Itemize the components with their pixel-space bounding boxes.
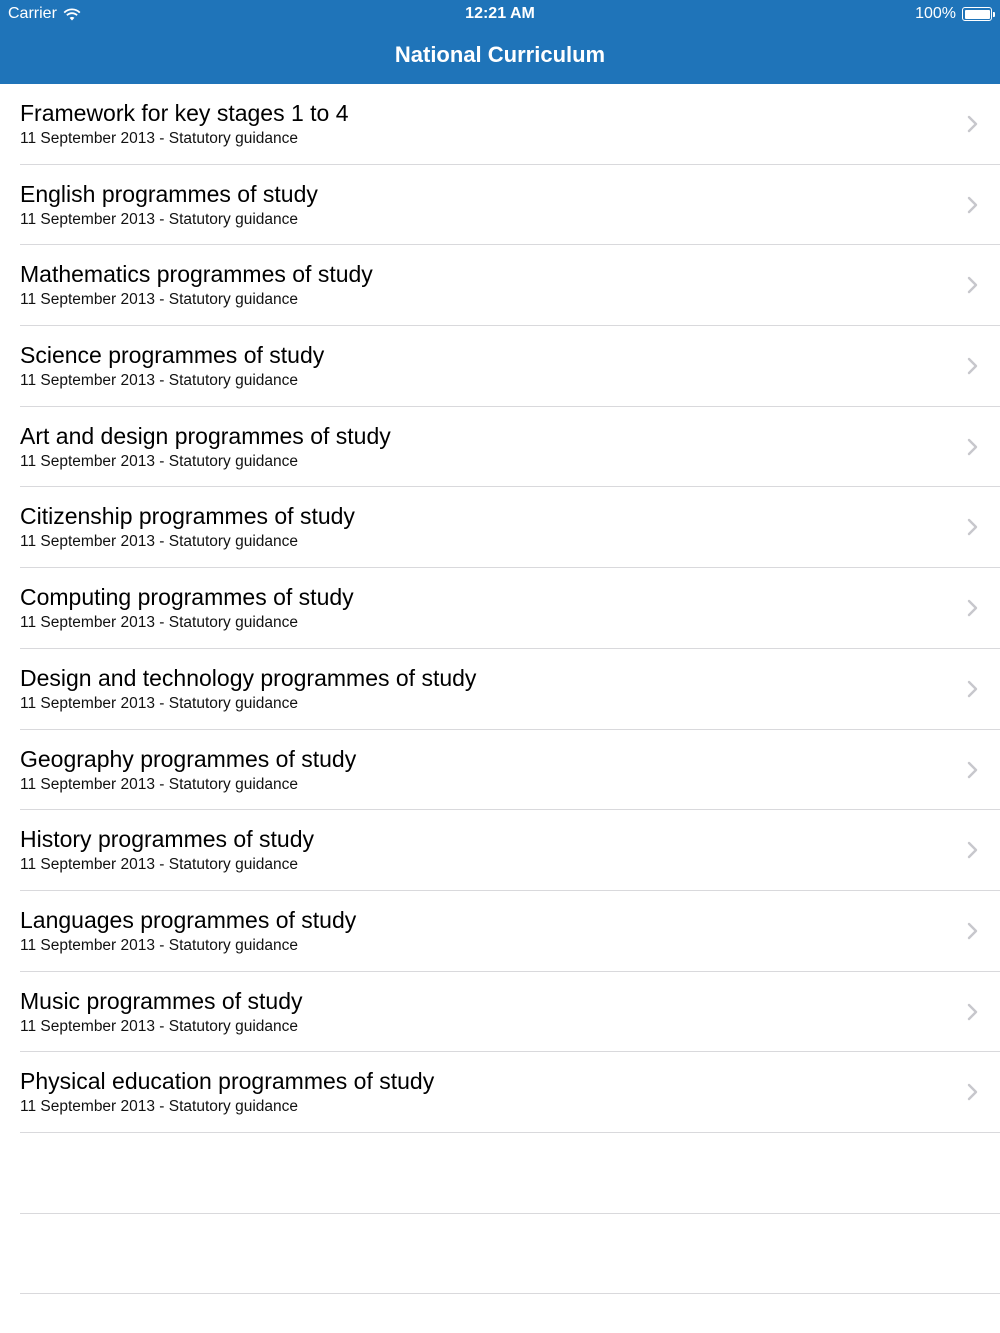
list-item-title: Languages programmes of study	[20, 906, 357, 933]
chevron-right-icon	[966, 598, 980, 618]
list-item-subtitle: 11 September 2013 - Statutory guidance	[20, 614, 299, 632]
list-item-subtitle: 11 September 2013 - Statutory guidance	[20, 210, 299, 228]
navigation-bar	[0, 0, 1000, 84]
list-item-title: Science programmes of study	[20, 342, 325, 369]
list-item[interactable]	[20, 972, 1000, 1053]
list-item-title: Design and technology programmes of study	[20, 664, 477, 691]
empty-row	[20, 1133, 1000, 1214]
chevron-right-icon	[966, 1002, 980, 1022]
list-item[interactable]	[20, 568, 1000, 649]
list-item-subtitle: 11 September 2013 - Statutory guidance	[20, 856, 299, 874]
list-item-subtitle: 11 September 2013 - Statutory guidance	[20, 694, 299, 712]
list-item[interactable]	[20, 730, 1000, 811]
chevron-right-icon	[966, 275, 980, 295]
chevron-right-icon	[966, 840, 980, 860]
battery-indicator	[915, 5, 992, 23]
list-item-title: Geography programmes of study	[20, 745, 357, 772]
list-item[interactable]	[20, 245, 1000, 326]
list-item[interactable]	[20, 165, 1000, 246]
list-item[interactable]	[20, 407, 1000, 488]
list-item[interactable]	[20, 891, 1000, 972]
chevron-right-icon	[966, 114, 980, 134]
carrier-label: Carrier	[8, 5, 57, 22]
list-item[interactable]	[20, 649, 1000, 730]
chevron-right-icon	[966, 921, 980, 941]
list-item-title: Mathematics programmes of study	[20, 261, 373, 288]
list-item[interactable]	[20, 487, 1000, 568]
list-item-subtitle: 11 September 2013 - Statutory guidance	[20, 936, 299, 954]
chevron-right-icon	[966, 1082, 980, 1102]
document-list	[0, 84, 1000, 1294]
list-item-subtitle: 11 September 2013 - Statutory guidance	[20, 775, 299, 793]
list-item-subtitle: 11 September 2013 - Statutory guidance	[20, 1017, 299, 1035]
list-item[interactable]	[20, 810, 1000, 891]
list-item-subtitle: 11 September 2013 - Statutory guidance	[20, 452, 299, 470]
list-item[interactable]	[20, 1052, 1000, 1133]
list-item[interactable]	[20, 84, 1000, 165]
battery-percent: 100%	[915, 5, 956, 22]
chevron-right-icon	[966, 356, 980, 376]
page-title: National Curriculum	[394, 42, 606, 67]
list-item[interactable]	[20, 326, 1000, 407]
list-item-title: Music programmes of study	[20, 987, 303, 1014]
chevron-right-icon	[966, 517, 980, 537]
chevron-right-icon	[966, 195, 980, 215]
list-item-title: Framework for key stages 1 to 4	[20, 100, 349, 126]
list-item-subtitle: 11 September 2013 - Statutory guidance	[20, 1098, 299, 1116]
battery-icon	[962, 7, 992, 21]
list-item-title: Computing programmes of study	[20, 584, 354, 611]
chevron-right-icon	[966, 437, 980, 457]
list-item-title: Art and design programmes of study	[20, 422, 391, 449]
list-item-subtitle: 11 September 2013 - Statutory guidance	[20, 372, 299, 390]
list-item-subtitle: 11 September 2013 - Statutory guidance	[20, 533, 299, 551]
chevron-right-icon	[966, 760, 980, 780]
list-item-subtitle: 11 September 2013 - Statutory guidance	[20, 130, 299, 147]
list-item-title: English programmes of study	[20, 180, 318, 207]
list-item-subtitle: 11 September 2013 - Statutory guidance	[20, 291, 299, 309]
list-item-title: History programmes of study	[20, 826, 314, 853]
list-item-title: Physical education programmes of study	[20, 1068, 435, 1095]
status-time: 12:21 AM	[465, 5, 535, 22]
status-bar	[0, 0, 1000, 28]
chevron-right-icon	[966, 679, 980, 699]
empty-row	[20, 1214, 1000, 1295]
list-item-title: Citizenship programmes of study	[20, 503, 355, 530]
